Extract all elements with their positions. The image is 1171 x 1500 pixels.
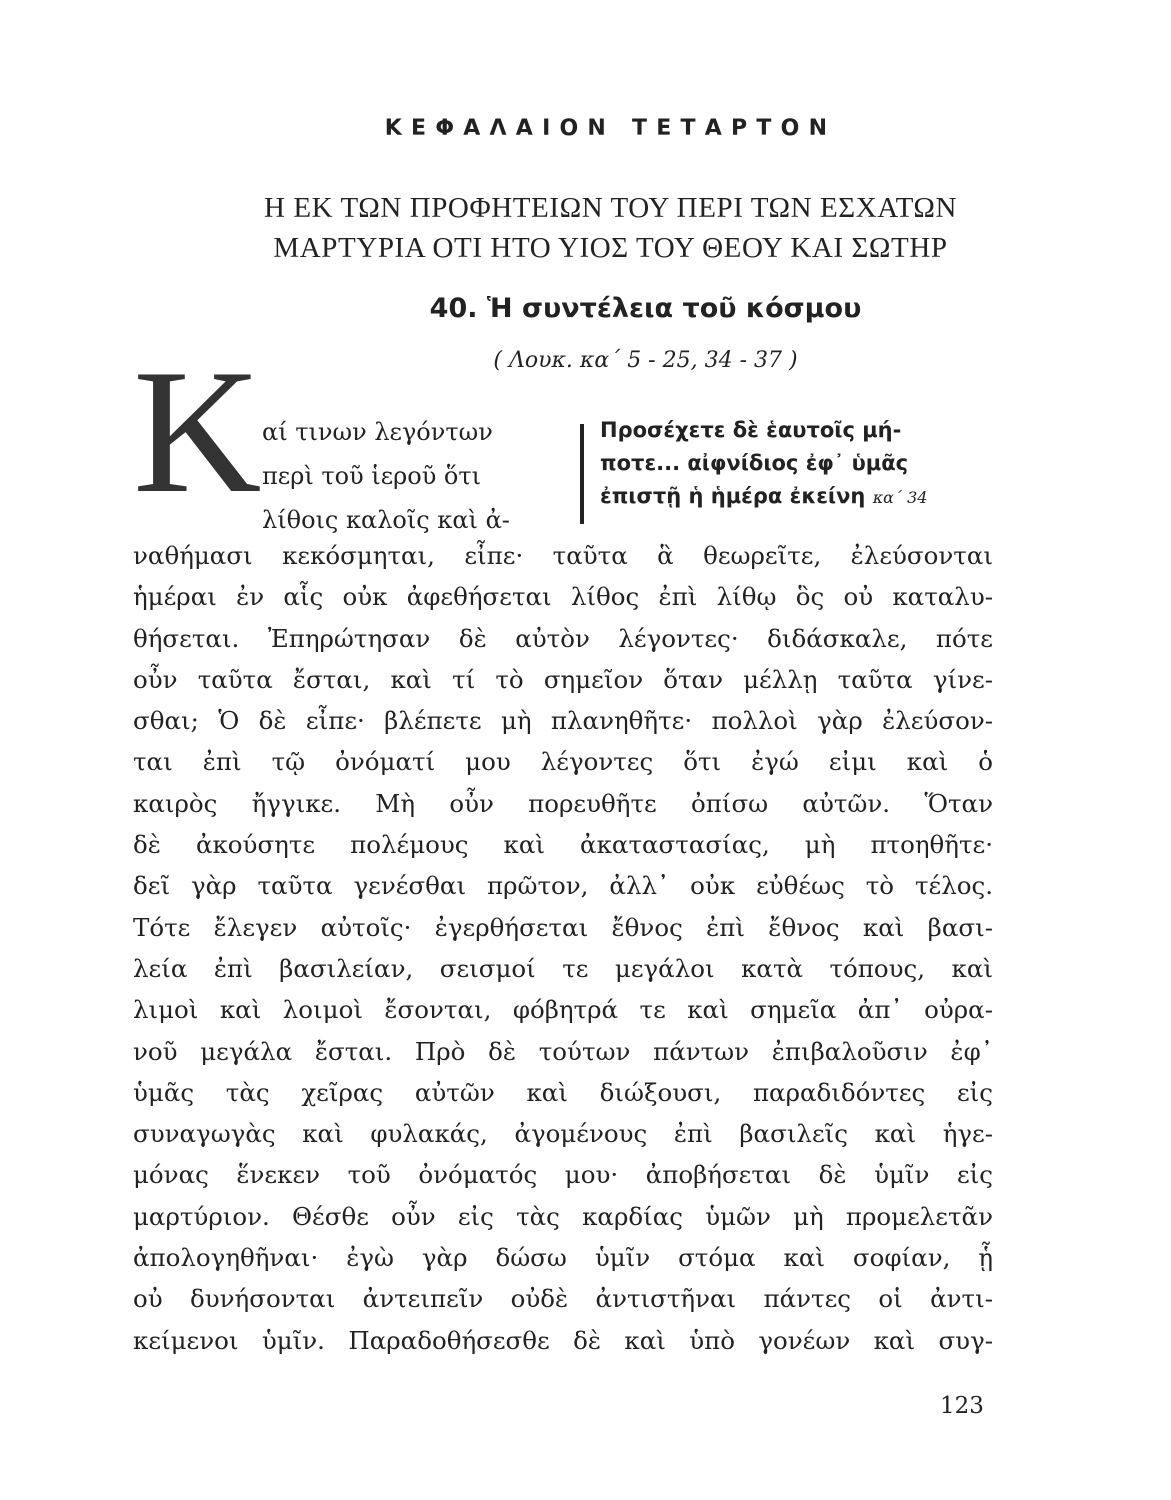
sidebar-quote-line: Προσέχετε δὲ ἑαυτοῖς μή- [600, 418, 902, 442]
body-line: ἀπολογηθῆναι· ἐγὼ γὰρ δώσω ὑμῖν στόμα καὶ σοφίαν, ᾗ [133, 1243, 993, 1273]
scripture-reference: ( Λουκ. κα΄ 5 - 25, 34 - 37 ) [493, 348, 798, 373]
chapter-title [0, 188, 1171, 268]
chapter-title-line: ΜΑΡΤΥΡΙΑ ΟΤΙ ΗΤΟ ΥΙΟΣ ΤΟΥ ΘΕΟΥ ΚΑΙ ΣΩΤΗΡ [273, 232, 948, 264]
body-line: θήσεται. Ἐπηρώτησαν δὲ αὐτὸν λέγοντες· διδάσκαλε, πότε [133, 623, 993, 653]
body-line: ναθήμασι κεκόσμηται, εἶπε· ταῦτα ἃ θεωρεῖτε, ἐλεύσονται [133, 541, 993, 570]
chapter-label: ΚΕΦΑΛΑΙΟΝ ΤΕΤΑΡΤΟΝ [384, 116, 837, 141]
sidebar-quote-reference: κα΄ 34 [872, 488, 928, 507]
body-line: λεία ἐπὶ βασιλείαν, σεισμοί τε μεγάλοι κατὰ τόπους, καὶ [133, 953, 993, 983]
body-line: Τότε ἔλεγεν αὐτοῖς· ἐγερθήσεται ἔθνος ἐπὶ ἔθνος καὶ βασι- [133, 912, 993, 942]
body-line: κείμενοι ὑμῖν. Παραδοθήσεσθε δὲ καὶ ὑπὸ γονέων καὶ συγ- [133, 1325, 993, 1355]
body-line: σθαι; Ὁ δὲ εἶπε· βλέπετε μὴ πλανηθῆτε· πολλοὶ γὰρ ἐλεύσον- [133, 706, 993, 736]
body-line: οὖν ταῦτα ἔσται, καὶ τί τὸ σημεῖον ὅταν μέλλῃ ταῦτα γίνε- [133, 664, 993, 694]
intro-lines [234, 410, 574, 542]
body-line: ται ἐπὶ τῷ ὀνόματί μου λέγοντες ὅτι ἐγώ εἰμι καὶ ὁ [133, 747, 993, 777]
sidebar-quote-text: ἐπιστῇ ἡ ἡμέρα ἐκείνη [600, 484, 866, 508]
chapter-title-line: Η ΕΚ ΤΩΝ ΠΡΟΦΗΤΕΙΩΝ ΤΟΥ ΠΕΡΙ ΤΩΝ ΕΣΧΑΤΩΝ [263, 192, 958, 224]
sidebar-double-rule [580, 424, 584, 524]
intro-line: αί τινων λεγόντων [262, 418, 493, 446]
intro-line: περὶ τοῦ ἱεροῦ ὅτι [262, 462, 482, 490]
body-line: μόνας ἕνεκεν τοῦ ὀνόματός μου· ἀποβήσεται δὲ ὑμῖν εἰς [133, 1160, 993, 1190]
body-line: ὑμᾶς τὰς χεῖρας αὐτῶν καὶ διώξουσι, παραδιδόντες εἰς [133, 1077, 993, 1107]
drop-cap: Κ [133, 332, 262, 530]
body-line: καιρὸς ἤγγικε. Μὴ οὖν πορευθῆτε ὀπίσω αὐτῶν. Ὅταν [133, 788, 993, 818]
body-line: μαρτύριον. Θέσθε οὖν εἰς τὰς καρδίας ὑμῶν μὴ προμελετᾶν [133, 1201, 993, 1231]
sidebar-quote-line [600, 480, 995, 514]
body-line: δὲ ἀκούσητε πολέμους καὶ ἀκαταστασίας, μὴ πτοηθῆτε· [133, 830, 993, 860]
body-line: δεῖ γὰρ ταῦτα γενέσθαι πρῶτον, ἀλλ᾽ οὐκ εὐθέως τὸ τέλος. [133, 871, 993, 901]
body-line: οὐ δυνήσονται ἀντειπεῖν οὐδὲ ἀντιστῆναι πάντες οἱ ἀντι- [133, 1284, 993, 1314]
sidebar-quote [600, 414, 995, 514]
sidebar-quote-line: ποτε... αἰφνίδιος ἐφ᾽ ὑμᾶς [600, 451, 909, 475]
body-line: συναγωγὰς καὶ φυλακάς, ἀγομένους ἐπὶ βασιλεῖς καὶ ἡγε- [133, 1119, 993, 1149]
body-text [133, 535, 993, 1361]
body-line: ἡμέραι ἐν αἷς οὐκ ἀφεθήσεται λίθος ἐπὶ λίθῳ ὃς οὐ καταλυ- [133, 582, 993, 612]
section-title: 40. Ἡ συντέλεια τοῦ κόσμου [429, 293, 862, 324]
intro-line: λίθοις καλοῖς καὶ ἀ- [262, 506, 510, 534]
body-line: λιμοὶ καὶ λοιμοὶ ἔσονται, φόβητρά τε καὶ σημεῖα ἀπ᾽ οὐρα- [133, 995, 993, 1025]
body-line: νοῦ μεγάλα ἔσται. Πρὸ δὲ τούτων πάντων ἐπιβαλοῦσιν ἐφ᾽ [133, 1036, 993, 1066]
page-number: 123 [940, 1393, 984, 1419]
